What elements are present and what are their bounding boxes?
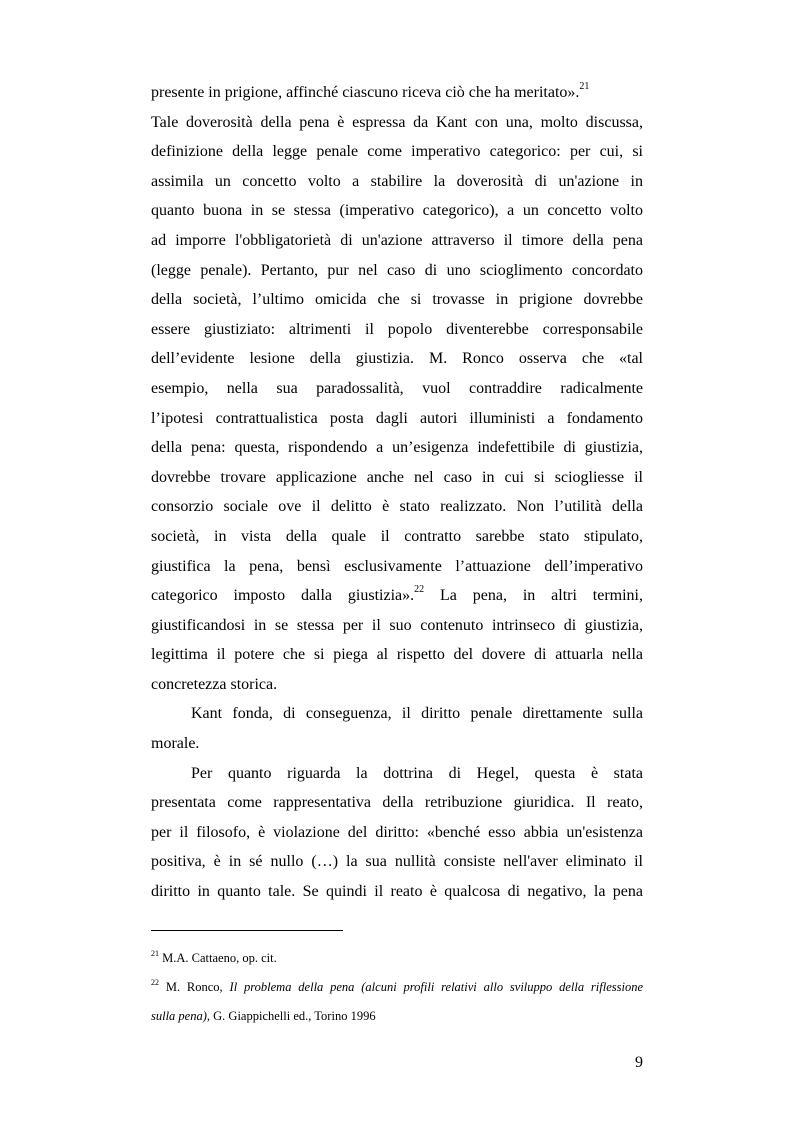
text-line-25: presentata come rappresentativa della retribuzione giuridica. Il reato,: [151, 794, 643, 812]
footnote-number: 21: [151, 948, 159, 958]
text-line-20: legittima il potere che si piega al rispetto del dovere di attuarla nella: [151, 646, 643, 664]
text-line-18: categorico imposto dalla giustizia».$^{22}$ La pena, in altri termini,: [151, 583, 643, 605]
footnote-text: M.A. Cattaeno, op. cit.: [162, 951, 277, 965]
text-line-4: assimila un concetto volto a stabilire la doverosità di un'azione in: [151, 172, 643, 190]
footnote-divider: [151, 930, 343, 931]
text-line-16: società, in vista della quale il contratto sarebbe stato stipulato,: [151, 527, 643, 545]
text-line-17: giustifica la pena, bensì esclusivamente l’attuazione dell’imperativo: [151, 557, 643, 575]
footnote-22: $^{22}$ M. Ronco, Il problema della pena (alcuni profili relativi allo sviluppo della riflessione: [151, 977, 644, 994]
text-line-12: l’ipotesi contrattualistica posta dagli autori illuministi a fondamento: [151, 409, 643, 427]
text-line-21: concretezza storica.: [151, 675, 278, 693]
footnote-ref-21[interactable]: 21: [579, 80, 590, 92]
text-line-8: della società, l’ultimo omicida che si trovasse in prigione dovrebbe: [151, 291, 643, 309]
text-line-22: Kant fonda, di conseguenza, il diritto penale direttamente sulla: [191, 705, 643, 723]
footnote-21: [151, 944, 643, 973]
footnotes: [151, 944, 643, 1031]
text-line-11: esempio, nella sua paradossalità, vuol contraddire radicalmente: [151, 379, 643, 397]
text-line-10: dell’evidente lesione della giustizia. M. Ronco osserva che «tal: [151, 350, 643, 368]
text-line-14: dovrebbe trovare applicazione anche nel caso in cui si sciogliesse il: [151, 468, 643, 486]
body-text: [151, 78, 643, 907]
text-line-27: positiva, è in sé nullo (…) la sua nullità consiste nell'aver eliminato il: [151, 853, 643, 871]
text-line-5: quanto buona in se stessa (imperativo categorico), a un concetto volto: [151, 202, 643, 220]
text-line-26: per il filosofo, è violazione del diritto: «benché esso abbia un'esistenza: [151, 823, 643, 841]
text-line-9: essere giustiziato: altrimenti il popolo diventerebbe corresponsabile: [151, 320, 643, 338]
text-line-13: della pena: questa, rispondendo a un’esigenza indefettibile di giustizia,: [151, 439, 643, 457]
footnote-title-cont: sulla pena): [151, 1009, 207, 1023]
text-line-1: presente in prigione, affinché ciascuno riceva ciò che ha meritato».$^{21}$: [151, 80, 590, 101]
page-number: 9: [635, 1054, 643, 1071]
text-line-3: definizione della legge penale come imperativo categorico: per cui, si: [151, 143, 643, 161]
text-line-23: morale.: [151, 735, 200, 753]
text-line-28: diritto in quanto tale. Se quindi il reato è qualcosa di negativo, la pena: [151, 883, 643, 901]
footnote-ref-22[interactable]: 22: [414, 583, 425, 595]
text-line-7: (legge penale). Pertanto, pur nel caso di uno scioglimento concordato: [151, 261, 643, 279]
footnote-title: Il problema della pena (alcuni profili relativi allo sviluppo della riflessione: [229, 980, 644, 994]
footnote-number: 22: [151, 977, 159, 987]
footnote-22-continued: sulla pena), G. Giappichelli ed., Torino 1996: [151, 1009, 376, 1023]
text-line-2: Tale doverosità della pena è espressa da Kant con una, molto discussa,: [151, 113, 643, 131]
text-line-24: Per quanto riguarda la dottrina di Hegel, questa è stata: [191, 764, 643, 782]
text-line-19: giustificandosi in se stessa per il suo contenuto intrinseco di giustizia,: [151, 616, 643, 634]
text-line-6: ad imporre l'obbligatorietà di un'azione attraverso il timore della pena: [151, 231, 643, 249]
text-line-15: consorzio sociale ove il delitto è stato realizzato. Non l’utilità della: [151, 498, 643, 516]
